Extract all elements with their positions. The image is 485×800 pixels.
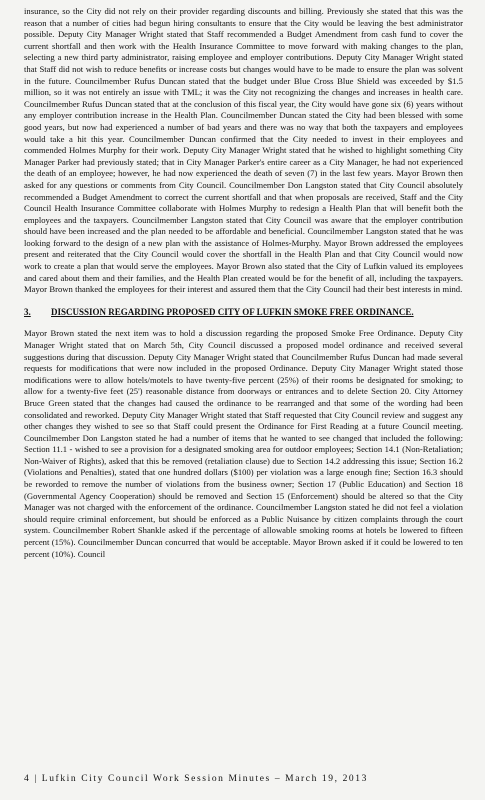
section-title: DISCUSSION REGARDING PROPOSED CITY OF LUFKIN SMOKE FREE ORDINANCE. xyxy=(51,306,414,317)
section-heading xyxy=(24,307,463,319)
body-paragraph: Mayor Brown stated the next item was to hold a discussion regarding the proposed Smoke Free Ordinance. Deputy City Manager Wright stated that on March 5th, City Council discussed a proposed model ordinance and received several suggestions during that discussion. Deputy City Manager Wright stated that Councilmember Rufus Duncan had made several requests for modifications that were now included in the proposed Ordinance. Deputy City Manager Wright stated those modifications were to allow hotels/motels to have twenty-five percent (25%) of their rooms be designated for smoking; to allow for a twenty-five feet (25') reasonable distance from doorways or entrances and to delete Section 20. City Attorney Bruce Green stated that the changes had caused the ordinance to be rearranged and that some of the wording had been consolidated and reworked. Deputy City Manager Wright stated that Staff requested that City Council review and suggest any other changes they wished to see so that Staff could present the Ordinance for First Reading at a future Council meeting. Councilmember Don Langston stated he had a number of items that he wanted to see changed that included the following: Section 11.1 - wished to see a provision for a designated smoking area for outdoor employees; Section 14.1 (Non-Retaliation; Non-Waiver of Rights), asked that this be removed (retaliation clause) due to Section 14.2 addressing this issue; Section 16.2 (Violations and Penalties), stated that one hundred dollars ($100) per violation was a large enough fine; Section 16.3 should be reworded to remove the number of violations from the business owner; Section 17 (Public Education) and Section 18 (Governmental Agency Cooperation) should be removed and Section 15 (Enforcement) should be altered so that the City Manager was not charged with the enforcement of the ordinance. Councilmember Langston stated he did not feel a violation should require criminal enforcement, but should be enforced as a Public Nuisance by citizen complaints through the court system. Councilmember Robert Shankle asked if the percentage of allowable smoking rooms at hotels be lowered to fifteen percent (15%). Councilmember Duncan concurred that would be acceptable. Mayor Brown asked if it could be lowered to ten percent (10%). Council xyxy=(24,328,463,559)
section-number: 3. xyxy=(24,306,31,317)
page-footer: 4 | Lufkin City Council Work Session Minutes – March 19, 2013 xyxy=(24,774,368,784)
body-paragraph: insurance, so the City did not rely on their provider regarding discounts and billing. Previously she stated that this was the reason that a number of cities had begun hiring consultants to ensure that the City would be leaving the best administrator possible. Deputy City Manager Wright stated that Staff recommended a Budget Amendment from cash fund to cover the current shortfall and then work with the Health Insurance Committee to move forward with making changes to the plan, selecting a new third party administrator, raising employee and employer contributions. Deputy City Manager Wright stated that Staff did not wish to reduce benefits or increase costs but changes would have to be made to ensure the plan was solvent in the future. Councilmember Rufus Duncan stated that the budget under Blue Cross Blue Shield was exceeded by $1.5 million, so it was not entirely an issue with TML; it was the City not recognizing the changes and increases in health care. Councilmember Rufus Duncan stated that at the conclusion of this fiscal year, the City would have gone six (6) years without any employer contribution increase in the Health Plan. Councilmember Duncan stated the City had been blessed with some good years, but now had experienced a number of bad years and there was no way that both the taxpayers and employees would take a hit this year. Councilmember Duncan confirmed that the City needed to invest in their employees and commended Holmes Murphy for their work. Deputy City Manager Wright stated that he wished to highlight something City Manager Parker had previously stated; that in City Manager Parker's entire career as a City Manager, he had not experienced the death of an employee; however, he had now experienced the death of seven (7) in the last few years. Mayor Brown then asked for any questions or comments from City Council. Councilmember Don Langston stated that City Council absolutely recommended a Budget Amendment to correct the current shortfall and that when proposals are received, Staff and the City Council Health Insurance Committee collaborate with Holmes Murphy to redesign a Health Plan that will benefit both the employees and the taxpayers. Councilmember Langston stated that City Council was aware that the employer contribution should have been increased and the plan needed to be affordable and beneficial. Councilmember Langston stated that he was looking forward to the design of a new plan with the assistance of Holmes-Murphy. Mayor Brown addressed the employees present and reiterated that the City Council would cover the shortfall in the Health Plan and that City Council would now work to create a plan that would serve the employees. Mayor Brown also stated that the City of Lufkin valued its employees and cared about them and their families, and the Health Plan created would be for the benefit of all, including the taxpayers. Mayor Brown thanked the employees for their interest and assured them that the City Council had their best interests in mind. xyxy=(24,6,463,295)
